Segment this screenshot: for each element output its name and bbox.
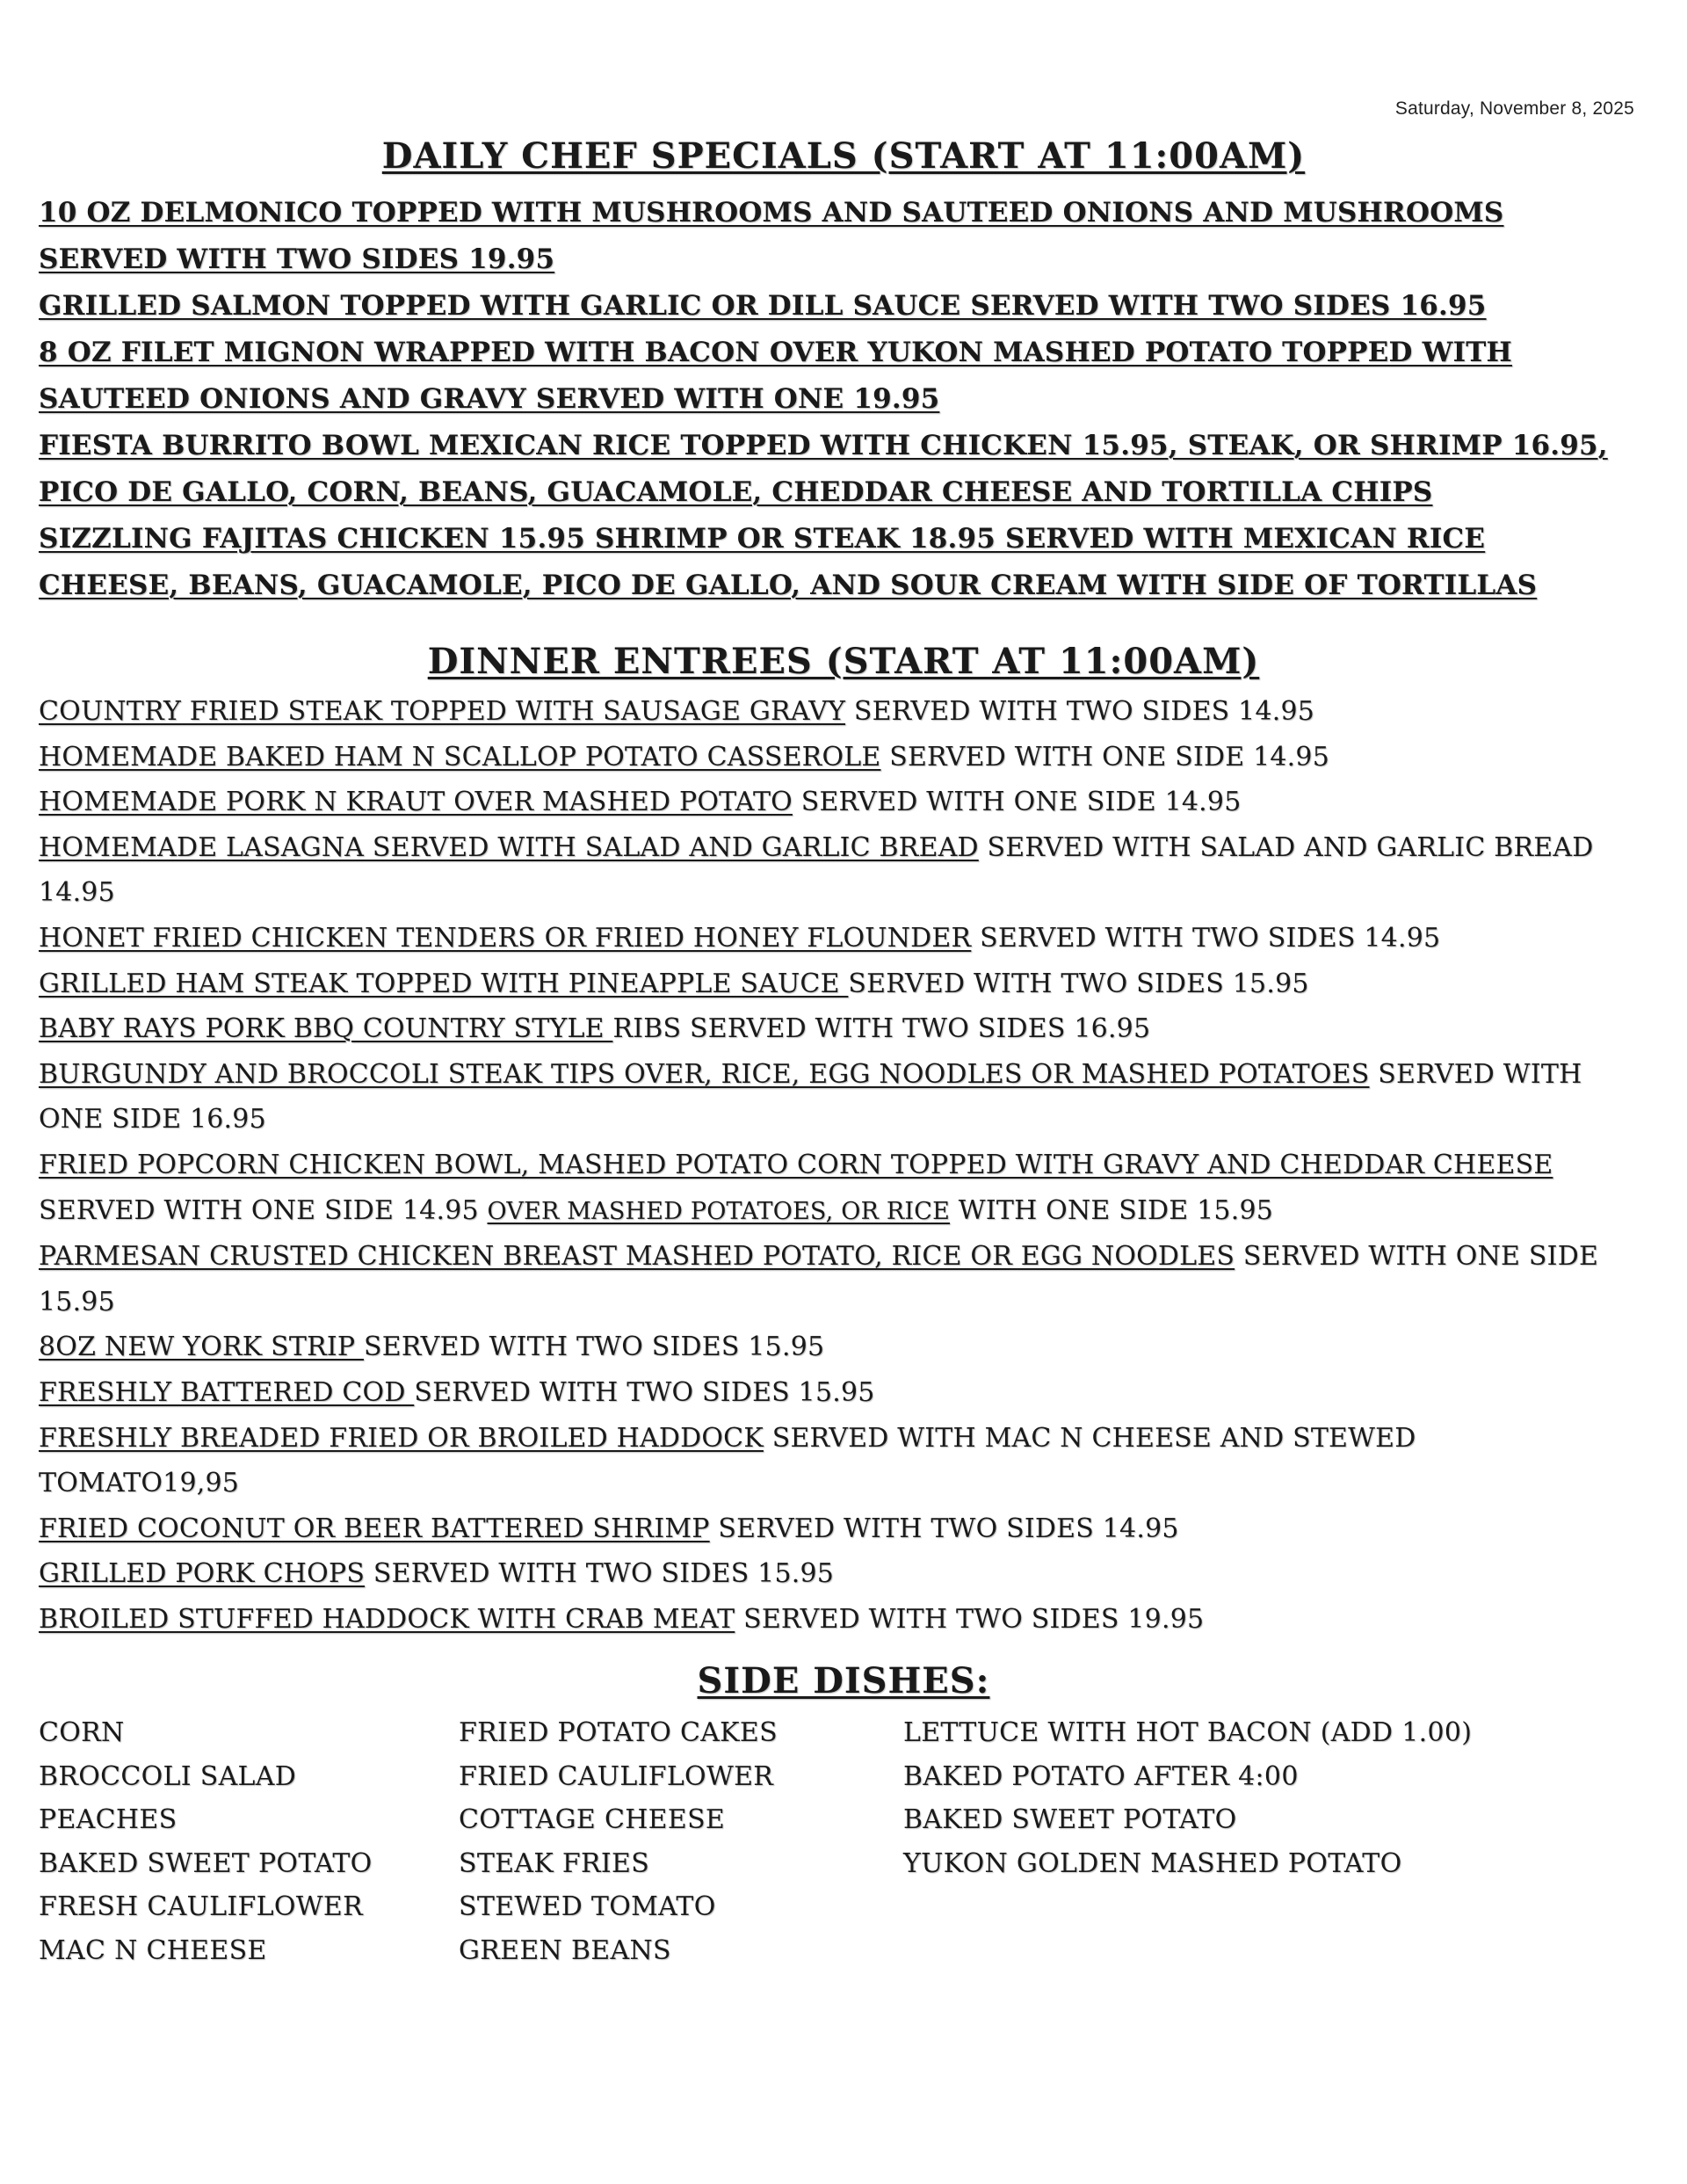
entree-name: COUNTRY FRIED STEAK TOPPED WITH SAUSAGE GRAVY [39, 696, 846, 727]
side-item: FRIED CAULIFLOWER [459, 1760, 774, 1792]
sides-heading: SIDE DISHES: [697, 1660, 990, 1701]
entree-name: PARMESAN CRUSTED CHICKEN BREAST MASHED POTATO, RICE OR EGG NOODLES [39, 1241, 1235, 1273]
menu-date: Saturday, November 8, 2025 [1394, 98, 1634, 119]
entree-detail: SERVED WITH ONE SIDE 14.95 [880, 741, 1329, 773]
entree-name: FRESHLY BREADED FRIED OR BROILED HADDOCK [39, 1422, 764, 1454]
special-item: GRILLED SALMON TOPPED WITH GARLIC OR DILL SAUCE SERVED WITH TWO SIDES 16.95 [39, 290, 1487, 322]
entree-name: HOMEMADE PORK N KRAUT OVER MASHED POTATO [39, 787, 793, 818]
entree-item [39, 1052, 1620, 1143]
menu-page [39, 0, 1648, 2184]
entree-detail: SERVED WITH TWO SIDES 15.95 [365, 1558, 835, 1590]
entree-name: FRESHLY BATTERED COD [39, 1376, 415, 1408]
entree-name: GRILLED HAM STEAK TOPPED WITH PINEAPPLE SAUCE [39, 968, 849, 999]
side-item: BROCCOLI SALAD [39, 1760, 297, 1792]
side-item: GREEN BEANS [459, 1934, 671, 1966]
entree-option: OVER MASHED POTATOES, OR RICE [487, 1197, 951, 1225]
side-item: PEACHES [39, 1804, 177, 1836]
entree-detail: RIBS SERVED WITH TWO SIDES 16.95 [612, 1013, 1151, 1045]
side-item: BAKED SWEET POTATO [39, 1847, 373, 1879]
entree-detail: SERVED WITH TWO SIDES 15.95 [848, 968, 1309, 999]
entrees-heading: DINNER ENTREES (START AT 11:00AM) [427, 641, 1260, 682]
entree-item [39, 961, 1620, 1007]
special-item: 10 OZ DELMONICO TOPPED WITH MUSHROOMS AND SAUTEED ONIONS AND MUSHROOMS SERVED WITH TWO SIDES 19.95 [39, 197, 1504, 275]
entree-detail: SERVED WITH TWO SIDES 15.95 [414, 1376, 875, 1408]
entree-detail: SERVED WITH ONE SIDE 14.95 [792, 787, 1242, 818]
entree-detail: SERVED WITH MAC N CHEESE AND STEWED TOMATO19,95 [39, 1422, 1416, 1499]
entree-detail: SERVED WITH TWO SIDES 14.95 [971, 922, 1441, 954]
entree-detail: SERVED WITH TWO SIDES 15.95 [364, 1331, 825, 1363]
entree-option-detail: WITH ONE SIDE 15.95 [950, 1194, 1274, 1226]
side-item: FRESH CAULIFLOWER [39, 1891, 363, 1923]
sides-column-3 [903, 1711, 1473, 1973]
sides-column-2 [459, 1711, 903, 1973]
entree-name: BABY RAYS PORK BBQ COUNTRY STYLE [39, 1013, 613, 1045]
side-item: FRIED POTATO CAKES [459, 1717, 778, 1748]
entree-name: HONET FRIED CHICKEN TENDERS OR FRIED HONEY FLOUNDER [39, 922, 972, 954]
entree-item [39, 735, 1620, 780]
entree-name: HOMEMADE LASAGNA SERVED WITH SALAD AND GARLIC BREAD [39, 831, 979, 863]
entree-name: FRIED POPCORN CHICKEN BOWL, MASHED POTATO CORN TOPPED WITH GRAVY AND CHEDDAR CHEESE [39, 1149, 1553, 1180]
side-item: STEAK FRIES [459, 1847, 650, 1879]
entree-item [39, 780, 1620, 825]
entree-item [39, 1551, 1620, 1597]
side-item: CORN [39, 1717, 125, 1748]
entree-item [39, 1370, 1620, 1416]
special-item: 8 OZ FILET MIGNON WRAPPED WITH BACON OVER YUKON MASHED POTATO TOPPED WITH SAUTEED ONIONS AND GRAVY SERVED WITH ONE 19.95 [39, 337, 1513, 415]
entree-item [39, 689, 1620, 735]
entree-item [39, 1143, 1620, 1234]
entree-item [39, 916, 1620, 961]
entree-item [39, 1416, 1620, 1506]
entree-detail: SERVED WITH ONE SIDE 15.95 [39, 1241, 1599, 1317]
entree-detail: SERVED WITH ONE SIDE 14.95 [39, 1194, 488, 1226]
entree-name: BURGUNDY AND BROCCOLI STEAK TIPS OVER, RICE, EGG NOODLES OR MASHED POTATOES [39, 1058, 1370, 1090]
entrees-list [39, 689, 1620, 1642]
entree-detail: SERVED WITH SALAD AND GARLIC BREAD 14.95 [39, 831, 1594, 909]
entree-name: BROILED STUFFED HADDOCK WITH CRAB MEAT [39, 1603, 735, 1635]
side-item: BAKED SWEET POTATO [903, 1804, 1237, 1836]
side-item: COTTAGE CHEESE [459, 1804, 726, 1836]
side-dishes [39, 1711, 1620, 1973]
side-item: STEWED TOMATO [459, 1891, 716, 1923]
entree-detail: SERVED WITH TWO SIDES 14.95 [845, 696, 1315, 727]
special-item: FIESTA BURRITO BOWL MEXICAN RICE TOPPED WITH CHICKEN 15.95, STEAK, OR SHRIMP 16.95, PICO DE GALLO, CORN, BEANS, GUACAMOLE, CHEDDAR CHEESE AND TORTILLA CHIPS [39, 430, 1608, 508]
entree-item [39, 1234, 1620, 1324]
entree-detail: SERVED WITH TWO SIDES 19.95 [735, 1603, 1205, 1635]
entree-item [39, 1506, 1620, 1552]
entree-name: GRILLED PORK CHOPS [39, 1558, 366, 1590]
side-item: LETTUCE WITH HOT BACON (ADD 1.00) [903, 1717, 1473, 1748]
entree-detail: SERVED WITH ONE SIDE 16.95 [39, 1058, 1582, 1136]
entree-item [39, 1597, 1620, 1643]
sides-column-1 [39, 1711, 459, 1973]
specials-list [39, 190, 1620, 609]
special-item: SIZZLING FAJITAS CHICKEN 15.95 SHRIMP OR STEAK 18.95 SERVED WITH MEXICAN RICE CHEESE, BEANS, GUACAMOLE, PICO DE GALLO, AND SOUR CREAM WITH SIDE OF TORTILLAS [39, 523, 1538, 601]
entree-item [39, 1324, 1620, 1370]
specials-heading: DAILY CHEF SPECIALS (START AT 11:00AM) [381, 135, 1306, 177]
entree-name: FRIED COCONUT OR BEER BATTERED SHRIMP [39, 1513, 710, 1544]
entree-item [39, 825, 1620, 916]
entree-name: 8OZ NEW YORK STRIP [39, 1331, 365, 1363]
entree-detail: SERVED WITH TWO SIDES 14.95 [709, 1513, 1179, 1544]
entree-item [39, 1006, 1620, 1052]
side-item: BAKED POTATO AFTER 4:00 [903, 1760, 1299, 1792]
entree-name: HOMEMADE BAKED HAM N SCALLOP POTATO CASSEROLE [39, 741, 881, 773]
side-item: YUKON GOLDEN MASHED POTATO [903, 1847, 1402, 1879]
side-item: MAC N CHEESE [39, 1934, 267, 1966]
